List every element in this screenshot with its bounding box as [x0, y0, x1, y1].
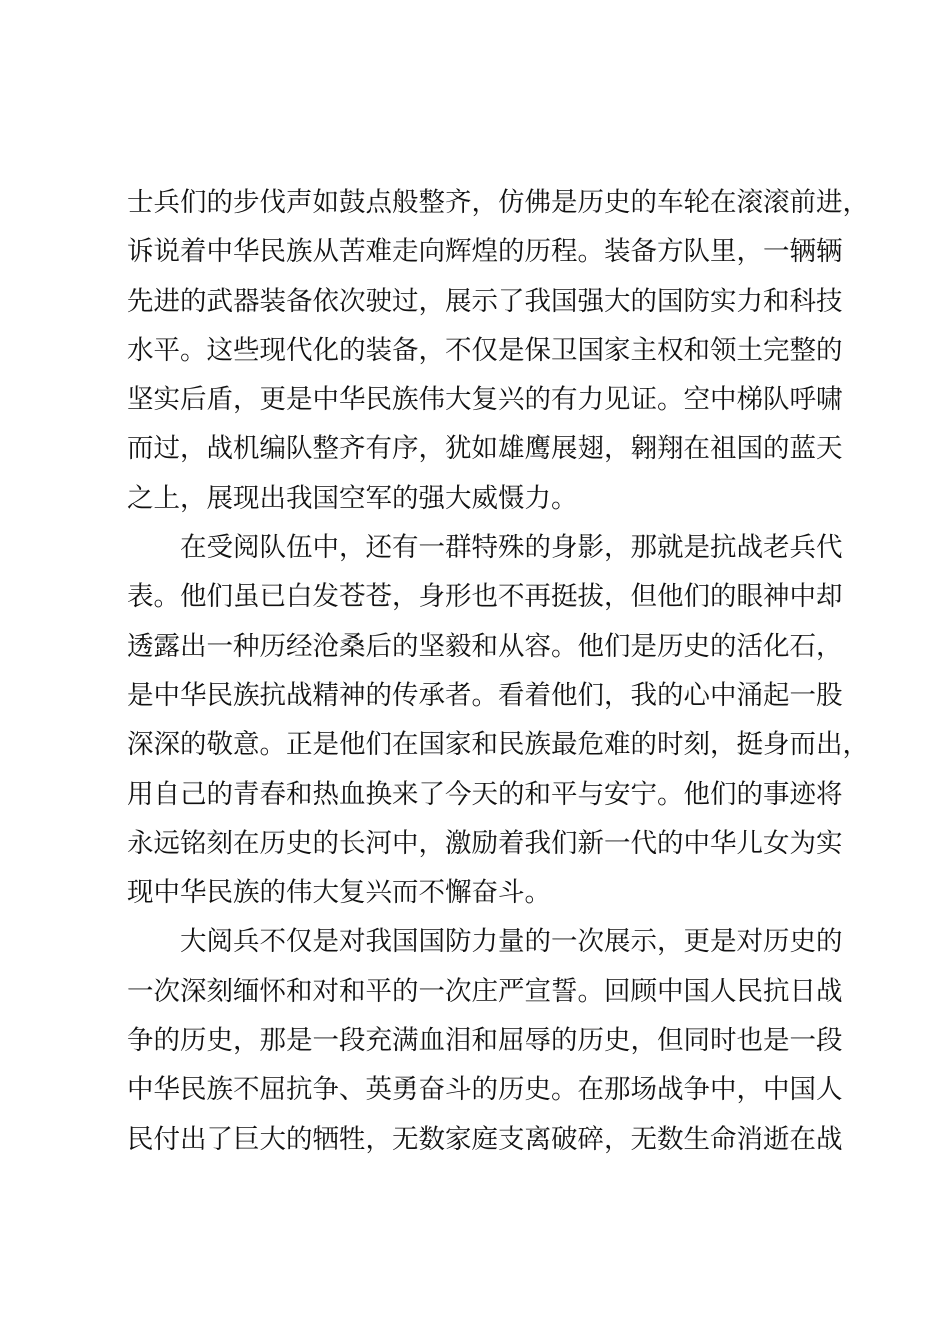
text-line: 争的历史，那是一段充满血泪和屈辱的历史，但同时也是一段	[127, 1025, 843, 1057]
body-text	[127, 178, 869, 1164]
text-line: 中华民族不屈抗争、英勇奋斗的历史。在那场战争中，中国人	[127, 1074, 843, 1106]
text-line: 是中华民族抗战精神的传承者。看着他们，我的心中涌起一股	[127, 679, 843, 711]
text-line: 民付出了巨大的牺牲，无数家庭支离破碎，无数生命消逝在战	[127, 1123, 843, 1155]
text-line: 士兵们的步伐声如鼓点般整齐，仿佛是历史的车轮在滚滚前进，	[127, 187, 869, 218]
text-line: 永远铭刻在历史的长河中，激励着我们新一代的中华儿女为实	[127, 827, 843, 859]
paragraph-start-line: 在受阅队伍中，还有一群特殊的身影，那就是抗战老兵代	[180, 532, 843, 564]
text-line: 深深的敬意。正是他们在国家和民族最危难的时刻，挺身而出，	[127, 729, 869, 761]
text-line: 坚实后盾，更是中华民族伟大复兴的有力见证。空中梯队呼啸	[127, 384, 843, 416]
text-line: 现中华民族的伟大复兴而不懈奋斗。	[127, 877, 551, 909]
text-line: 先进的武器装备依次驶过，展示了我国强大的国防实力和科技	[127, 285, 843, 317]
text-line: 表。他们虽已白发苍苍，身形也不再挺拔，但他们的眼神中却	[127, 581, 843, 613]
text-line: 而过，战机编队整齐有序，犹如雄鹰展翅，翱翔在祖国的蓝天	[127, 433, 843, 465]
text-line: 水平。这些现代化的装备，不仅是保卫国家主权和领土完整的	[127, 334, 843, 366]
text-line: 透露出一种历经沧桑后的坚毅和从容。他们是历史的活化石，	[127, 630, 843, 662]
text-line: 用自己的青春和热血换来了今天的和平与安宁。他们的事迹将	[127, 778, 843, 810]
text-line: 之上，展现出我国空军的强大威慑力。	[127, 482, 578, 514]
text-line: 一次深刻缅怀和对和平的一次庄严宣誓。回顾中国人民抗日战	[127, 975, 843, 1007]
text-line: 诉说着中华民族从苦难走向辉煌的历程。装备方队里，一辆辆	[127, 236, 843, 268]
paragraph-start-line: 大阅兵不仅是对我国国防力量的一次展示，更是对历史的	[180, 926, 843, 958]
